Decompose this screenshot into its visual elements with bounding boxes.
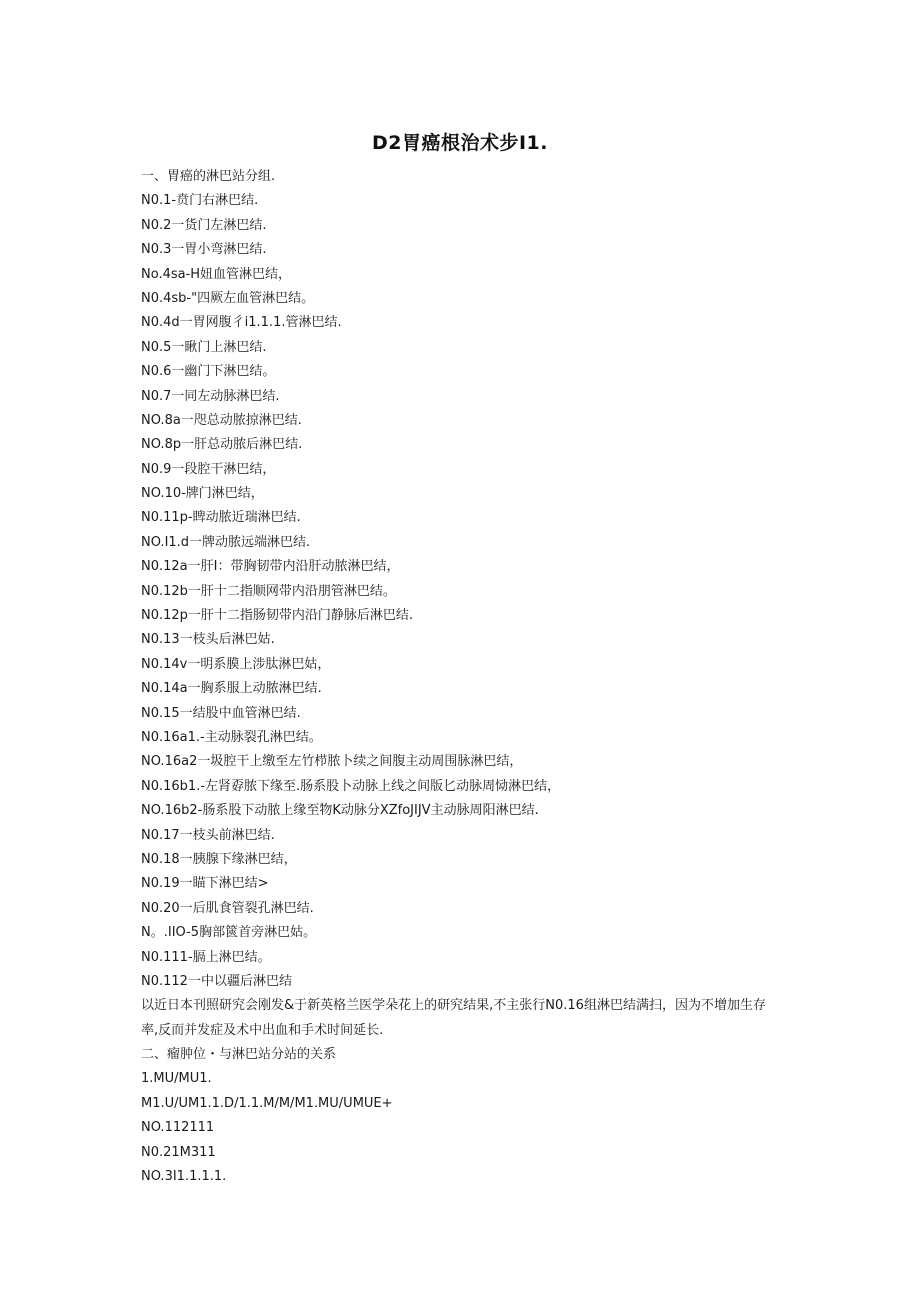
text-line: N0.18一胰腺下缘淋巴结， [141, 851, 297, 867]
text-line: NO.I1.d一牌动脓远端淋巴结. [141, 534, 311, 550]
text-line: 二、瘤肿位・与淋巴站分站的关系 [141, 1047, 337, 1063]
text-line: N0.112一中以疆后淋巴结 [141, 973, 292, 989]
text-line: N0.9一段腔干淋巴结， [141, 461, 276, 477]
text-line: N0.3一胃小弯淋巴结. [141, 242, 267, 258]
text-line: N0.111-膈上淋巴结。 [141, 949, 271, 965]
text-line: N0.12a一肝I：带胸韧带内沿肝动脓淋巴结， [141, 559, 400, 575]
text-line: N0.1-贲门右淋巴结. [141, 193, 259, 209]
text-line: No.4sa-H妞血管淋巴结， [141, 266, 292, 282]
text-line: N。.IIO-5胸部篋首旁淋巴姑。 [141, 925, 317, 941]
text-line: 一、胃癌的淋巴站分组. [141, 169, 276, 184]
text-line: N0.19一瞄下淋巴结> [141, 876, 269, 892]
text-line: N0.4d一胃网腹彳i1.1.1.管淋巴结. [141, 315, 342, 331]
text-line: N0.2一货门左淋巴结. [141, 217, 267, 233]
text-line: NO.112111 [141, 1120, 215, 1136]
lymph-node-list [141, 165, 781, 994]
text-line: N0.6一幽门下淋巴结。 [141, 364, 276, 380]
text-line: N0.5一瞅门上淋巴结. [141, 339, 267, 355]
text-line: N0.14a一胸系服上动脓淋巴结. [141, 681, 322, 697]
body-paragraph: 以近日本刊照研究会刚发&于新英格兰医学朵花上的研究结果,不主张行N0.16组淋巴结满扫，因为不增加生存率,反而并发症及术中出血和手术时间延长. [141, 998, 766, 1038]
text-line: N0.20一后肌食管裂孔淋巴结. [141, 900, 314, 916]
text-line: N0.4sb-"四厥左血管淋巴结。 [141, 290, 315, 306]
text-line: NO.10-牌门淋巴结， [141, 486, 264, 502]
text-line: N0.12p一肝十二指肠韧带内沿门静脉后淋巴结. [141, 608, 414, 624]
text-line: N0.14v一明系膜上涉肽淋巴姑， [141, 656, 331, 672]
text-line: N0.11p-睥动脓近瑞淋巴结. [141, 510, 301, 526]
text-line: NO.16a2一圾腔干上缴至左竹栉脓卜续之间腹主动周围脉淋巴结， [141, 754, 523, 770]
text-line: M1.U/UM1.1.D/1.1.M/M/M1.MU/UMUE+ [141, 1095, 393, 1111]
text-line: NO.3I1.1.1.1. [141, 1169, 227, 1185]
text-line: N0.17一枝头前淋巴结. [141, 827, 275, 843]
section-two-list [141, 1043, 781, 1189]
text-line: N0.12b一肝十二指顺网带内沿朋管淋巴结。 [141, 583, 396, 599]
text-line: N0.16a1.-主动脉裂孔淋巴结。 [141, 729, 322, 745]
text-line: N0.13一枝头后淋巴姑. [141, 632, 275, 648]
text-line: N0.15一结股中血管淋巴结. [141, 705, 301, 721]
page-title: D2胃癌根治术步I1. [372, 132, 548, 154]
text-line: N0.16b1.-左肾孬脓下缘至.肠系股卜动脉上线之间版匕动脉周恸淋巴结， [141, 778, 561, 794]
text-line: N0.21M311 [141, 1144, 216, 1160]
text-line: NO.16b2-肠系股下动脓上缘至物K动脉分XZfoJIJV主动脉周阳淋巴结. [141, 803, 539, 819]
text-line: 1.MU/MU1. [141, 1071, 212, 1087]
text-line: NO.8a一咫总动脓掠淋巴结. [141, 412, 302, 428]
text-line: NO.8p一肝总动脓后淋巴结. [141, 437, 303, 453]
text-line: N0.7一同左动脉淋巴结. [141, 388, 280, 404]
document-body [141, 165, 781, 1189]
